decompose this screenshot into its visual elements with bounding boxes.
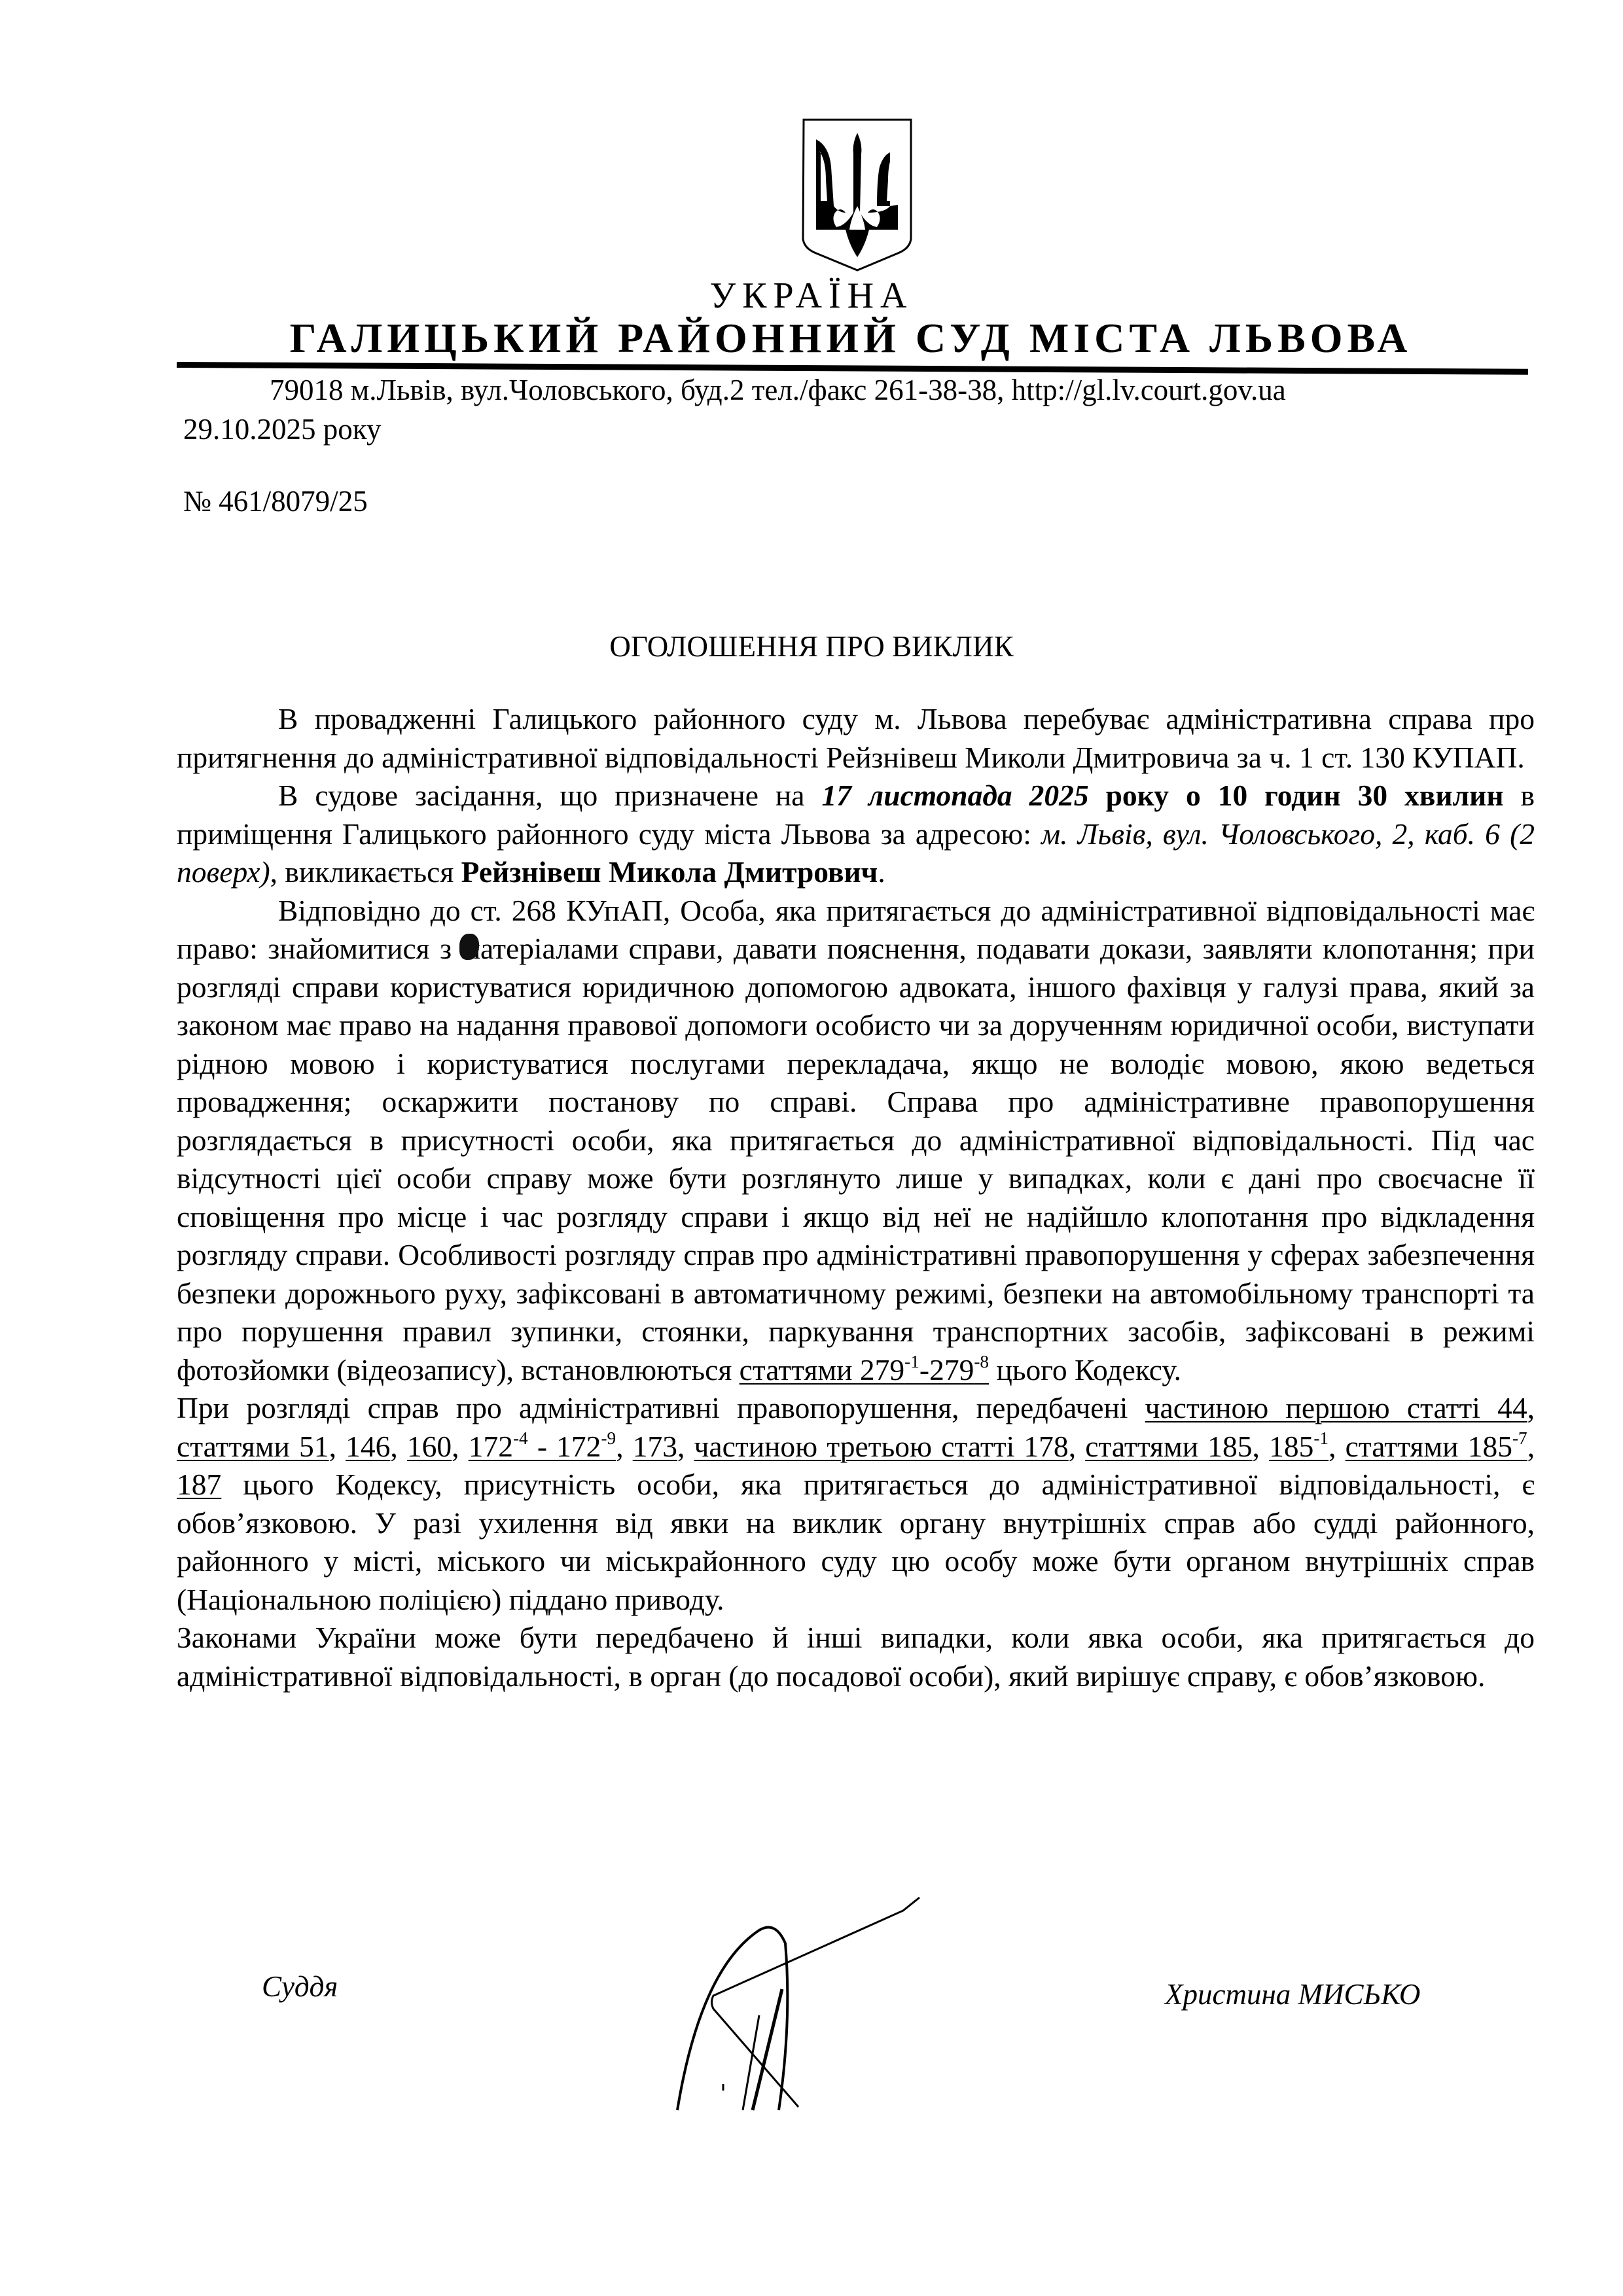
paragraph-rights xyxy=(177,892,1535,1390)
presence-text: При розгляді справ про адміністративні правопорушення, передбачені xyxy=(177,1391,1145,1424)
presence-text: цього Кодексу, присутність особи, яка притягається до адміністративної відповідальності, є обов’язковою. У разі ухилення від явки на виклик органу внутрішніх справ або судді районного, районного у місті, міського чи міськрайонного суду цю особу може бути органом внутрішніх справ (Національною поліцією) піддано приводу. xyxy=(177,1468,1535,1616)
paragraph-case-info: В провадженні Галицького районного суду м. Львова перебуває адміністративна справа про притягнення до адміністративної відповідальності Рейзнівеш Миколи Дмитровича за ч. 1 ст. 130 КУПАП. xyxy=(177,702,1535,774)
link-article-51[interactable]: статтями 51 xyxy=(177,1429,329,1463)
paragraph-other-cases: Законами України може бути передбачено й інші випадки, коли явка особи, яка притягається до адміністративної відповідальності, в орган (до посадової особи), який вирішує справу, є обов’язковою. xyxy=(177,1621,1535,1693)
rights-text: Відповідно до ст. 268 КУпАП, Особа, яка притягається до адміністративної відповідальності має право: знайомитися з xyxy=(177,893,1535,965)
hearing-text: . xyxy=(878,855,885,889)
judge-role-label: Суддя xyxy=(262,1970,338,2003)
link-article-178[interactable]: частиною третьою статті 178 xyxy=(694,1429,1069,1463)
link-article-146[interactable]: 146 xyxy=(346,1429,391,1463)
link-article-160[interactable]: 160 xyxy=(406,1429,452,1463)
link-article-44[interactable]: частиною першою статті 44 xyxy=(1145,1391,1527,1424)
link-article-185-7[interactable]: статтями $185^{-7}$ xyxy=(1345,1428,1527,1463)
link-article-173[interactable]: 173 xyxy=(632,1429,677,1463)
rights-text: матеріалами справи, давати пояснення, подавати докази, заявляти клопотання; при розгляді справи користуватися юридичною допомогою адвоката, іншого фахівця у галузі права, який за законом має право на надання правової допомоги особисто чи за дорученням юридичної особи, виступати рідною мовою і користуватися послугами перекладача, якщо не володіє мовою, якою ведеться провадження; оскаржити постанову по справі. Справа про адміністративне правопорушення розглядається в присутності особи, яка притягається до адміністративної відповідальності. Під час відсутності цієї особи справу може бути розглянуто лише у випадках, коли є дані про своєчасне її сповіщення про місце і час розгляду справи і якщо від неї не надійшло клопотання про відкладення розгляду справи. Особливості розгляду справ про адміністративні правопорушення у сферах забезпечення безпеки дорожнього руху, зафіксовані в автоматичному режимі, безпеки на автомобільному транспорті та про порушення правил зупинки, стоянки, паркування транспортних засобів, зафіксовані в режимі фотозйомки (відеозапису), встановлюються xyxy=(177,932,1535,1386)
rights-text: цього Кодексу. xyxy=(989,1352,1181,1386)
hearing-text: В судове засідання, що призначене на xyxy=(278,779,822,812)
hearing-text: , викликається xyxy=(270,855,461,889)
summoned-person-name: Рейзнівеш Микола Дмитрович xyxy=(461,855,878,889)
paragraph-hearing xyxy=(177,777,1535,892)
court-name-heading: ГАЛИЦЬКИЙ РАЙОННИЙ СУД МІСТА ЛЬВОВА xyxy=(289,315,1412,361)
coat-of-arms-trident-icon xyxy=(800,115,914,275)
paragraph-mandatory-presence: При розгляді справ про адміністративні правопорушення, передбачені частиною першою статті 44, статтями 51, 146, 160, $172^{-4} - 172^{-9}$, 173, частиною третьою статті 178, статтями 185, $185^{-1}$, статтями $185^{-7}$, 187 цього Кодексу, присутність особи, яка притягається до адміністративної відповідальності, є обов’язковою. У разі ухилення від явки на виклик органу внутрішніх справ або судді районного, районного у місті, міського чи міськрайонного суду цю особу може бути органом внутрішніх справ (Національною поліцією) піддано приводу. xyxy=(177,1391,1535,1616)
link-article-187[interactable]: 187 xyxy=(177,1468,222,1501)
hearing-date: 17 листопада 2025 xyxy=(821,779,1089,812)
document-body xyxy=(177,700,1535,1695)
handwritten-signature-icon xyxy=(661,1891,936,2113)
hearing-address: м. Львів, вул. Чоловського, 2, каб. 6 (2 поверх) xyxy=(177,817,1535,889)
country-heading: УКРАЇНА xyxy=(709,275,914,316)
document-date: 29.10.2025 року xyxy=(183,413,382,446)
judge-name: Христина МИСЬКО xyxy=(1165,1978,1421,2011)
document-title: ОГОЛОШЕННЯ ПРО ВИКЛИК xyxy=(609,630,1014,663)
court-address: 79018 м.Львів, вул.Чоловського, буд.2 тел./факс 261-38-38, http://gl.lv.court.gov.ua xyxy=(270,374,1286,406)
hearing-time: року о 10 годин 30 хвилин xyxy=(1088,779,1504,812)
case-number: № 461/8079/25 xyxy=(183,485,368,518)
link-article-185[interactable]: статтями 185 xyxy=(1085,1429,1253,1463)
hearing-text: в приміщення Галицького районного суду міста Львова за адресою: xyxy=(177,779,1535,851)
link-articles-279[interactable]: статтями $279^{-1}-279^{-8}$ xyxy=(739,1351,990,1386)
link-articles-172[interactable]: $172^{-4} - 172^{-9}$ xyxy=(468,1428,616,1463)
link-article-185-1[interactable]: $185^{-1}$ xyxy=(1269,1428,1329,1463)
